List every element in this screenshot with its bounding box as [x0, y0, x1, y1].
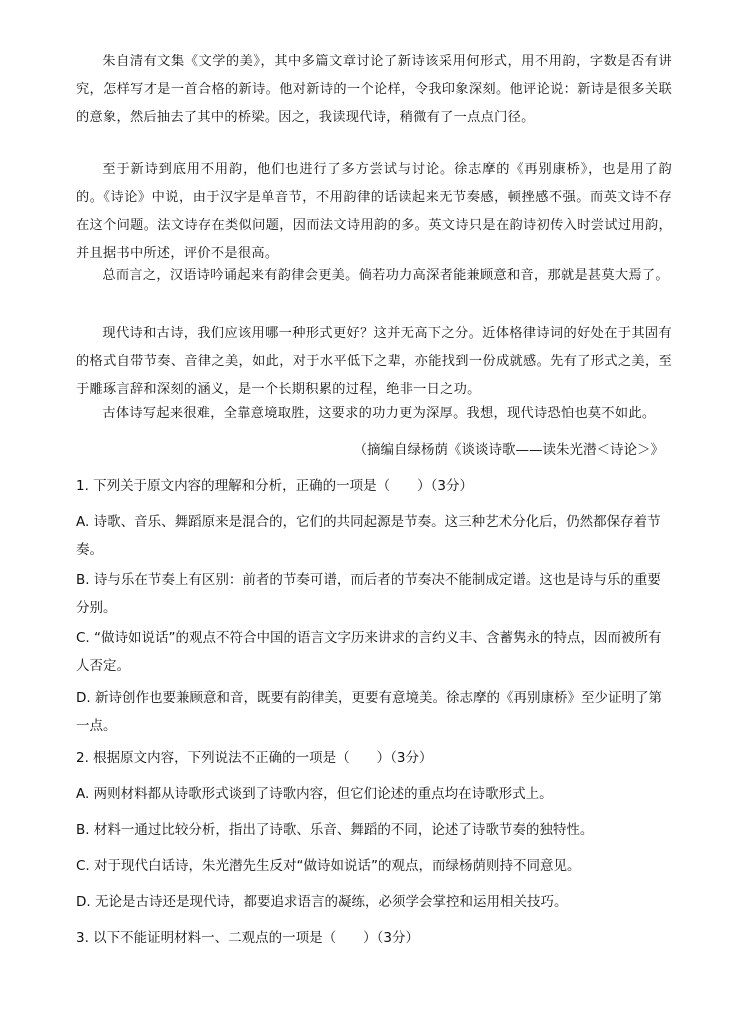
passage-source: （摘编自绿杨荫《谈谈诗歌——读朱光潜＜诗论＞》 [353, 442, 664, 458]
question-2-option-c: C. 对于现代白话诗，朱光潜先生反对“做诗如说话”的观点，而绿杨荫则持不同意见。 [76, 858, 581, 874]
question-1-option-b: B. 诗与乐在节奏上有区别：前者的节奏可谱，而后者的节奏决不能制成定谱。这也是诗与乐的重要分别。 [76, 572, 661, 616]
passage-paragraph-5: 古体诗写起来很难，全靠意境取胜，这要求的功力更为深厚。我想，现代诗恐怕也莫不如此。 [102, 406, 656, 421]
question-2-stem: 2. 根据原文内容，下列说法不正确的一项是（ ）（3分） [76, 750, 433, 766]
question-2-option-a: A. 两则材料都从诗歌形式谈到了诗歌内容，但它们论述的重点均在诗歌形式上。 [76, 786, 553, 802]
passage-paragraph-3: 总而言之，汉语诗吟诵起来有韵律会更美。倘若功力高深者能兼顾意和音，那就是甚莫大焉了。 [102, 268, 669, 283]
passage-paragraph-4: 现代诗和古诗，我们应该用哪一种形式更好？这并无高下之分。近体格律诗词的好处在于其固有的格式自带节奏、音律之美，如此，对于水平低下之辈，亦能找到一份成就感。先有了形式之美，至于雕琢言辞和深刻的涵义，是一个长期积累的过程，绝非一日之功。 [76, 326, 672, 397]
question-2-option-b: B. 材料一通过比较分析，指出了诗歌、乐音、舞蹈的不同，论述了诗歌节奏的独特性。 [76, 822, 594, 838]
question-1-option-d: D. 新诗创作也要兼顾意和音，既要有韵律美，更要有意境美。徐志摩的《再别康桥》至少证明了第一点。 [76, 690, 662, 734]
question-3-stem: 3. 以下不能证明材料一、二观点的一项是（ ）（3分） [76, 930, 420, 946]
question-1-option-c: C. “做诗如说话”的观点不符合中国的语言文字历来讲求的言约义丰、含蓄隽永的特点，因而被所有人否定。 [76, 630, 662, 674]
passage-paragraph-2: 至于新诗到底用不用韵，他们也进行了多方尝试与讨论。徐志摩的《再别康桥》，也是用了韵的。《诗论》中说，由于汉字是单音节，不用韵律的话读起来无节奏感，顿挫感不强。而英文诗不存在这个问题。法文诗存在类似问题，因而法文诗用韵的多。英文诗只是在韵诗初传入时尝试过用韵，并且据书中所述，评价不是很高。 [76, 162, 672, 261]
question-1-stem: 1. 下列关于原文内容的理解和分析，正确的一项是（ ）（3分） [76, 478, 474, 494]
passage-paragraph-1: 朱自清有文集《文学的美》，其中多篇文章讨论了新诗该采用何形式，用不用韵，字数是否有讲究，怎样写才是一首合格的新诗。他对新诗的一个论样，令我印象深刻。他评论说：新诗是很多关联的意象，然后抽去了其中的桥梁。因之，我读现代诗，稍微有了一点点门径。 [76, 54, 672, 125]
question-1-option-a: A. 诗歌、音乐、舞蹈原来是混合的，它们的共同起源是节奏。这三种艺术分化后，仍然都保存着节奏。 [76, 514, 661, 558]
question-2-option-d: D. 无论是古诗还是现代诗，都要追求语言的凝练，必须学会掌控和运用相关技巧。 [76, 894, 568, 910]
